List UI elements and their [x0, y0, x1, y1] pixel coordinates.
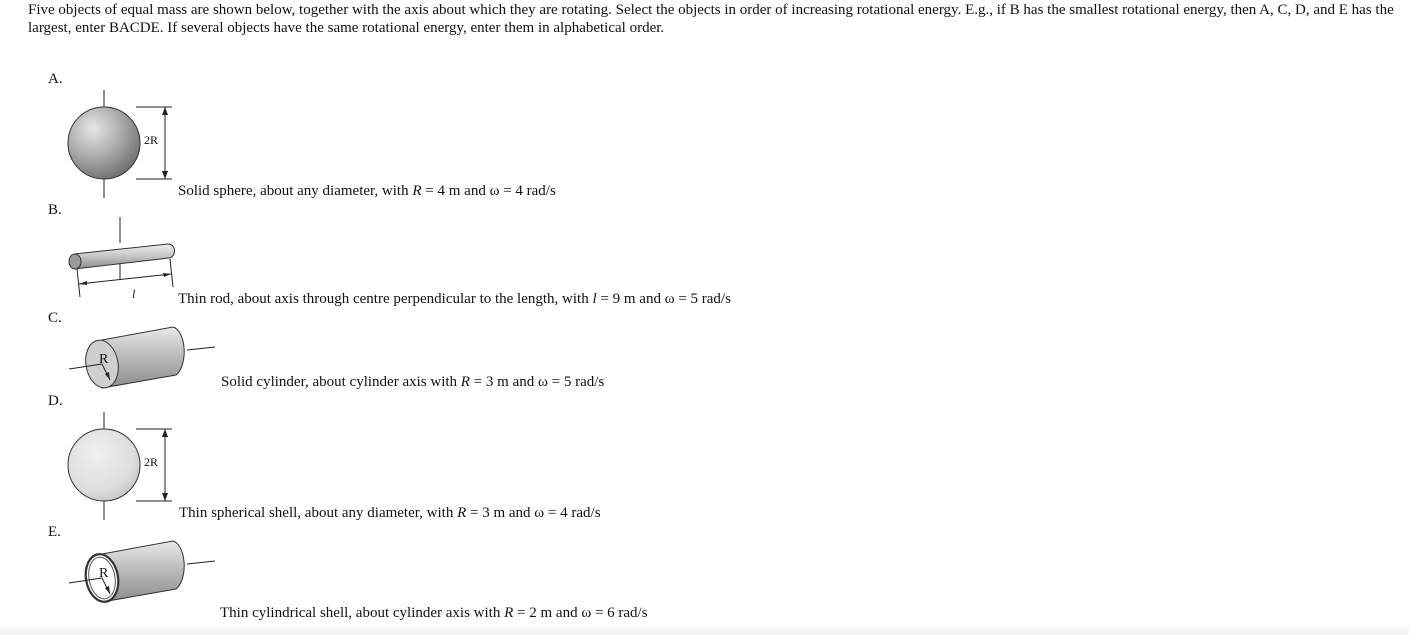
spherical-shell-figure — [60, 412, 180, 522]
option-c-letter: C. — [48, 310, 62, 326]
cylinder-radius-label: R — [99, 352, 109, 367]
solid-sphere-figure — [60, 90, 180, 200]
option-c-caption: Solid cylinder, about cylinder axis with R = 3 m and ω = 5 rad/s — [221, 374, 605, 390]
rod-length-label: l — [132, 287, 136, 301]
option-a-letter: A. — [48, 71, 63, 87]
option-b-caption: Thin rod, about axis through centre perpendicular to the length, with l = 9 m and ω = 5 rad/s — [178, 291, 731, 307]
thin-rod-figure — [60, 215, 185, 305]
option-d-caption: Thin spherical shell, about any diameter, with R = 3 m and ω = 4 rad/s — [179, 505, 601, 521]
option-d-letter: D. — [48, 393, 63, 409]
option-a-caption: Solid sphere, about any diameter, with R = 4 m and ω = 4 rad/s — [178, 183, 556, 199]
option-b-letter: B. — [48, 202, 62, 218]
option-e-caption: Thin cylindrical shell, about cylinder axis with R = 2 m and ω = 6 rad/s — [220, 605, 648, 621]
solid-cylinder-figure — [65, 322, 220, 394]
shell-radius-label: R — [99, 566, 109, 581]
question-text: Five objects of equal mass are shown below, together with the axis about which they are rotating. Select the objects in order of increasing rotational energy. E.g., if B has the smallest rotational energy, then A, C, D, and E has the largest, enter BACDE. If several objects have the same rotational energy, enter them in alphabetical order. — [28, 2, 1394, 37]
cylindrical-shell-figure — [65, 536, 220, 608]
sphere-diameter-label: 2R — [144, 133, 159, 147]
shell-diameter-label: 2R — [144, 455, 159, 469]
bottom-fade — [0, 623, 1409, 635]
option-e-letter: E. — [48, 524, 61, 540]
